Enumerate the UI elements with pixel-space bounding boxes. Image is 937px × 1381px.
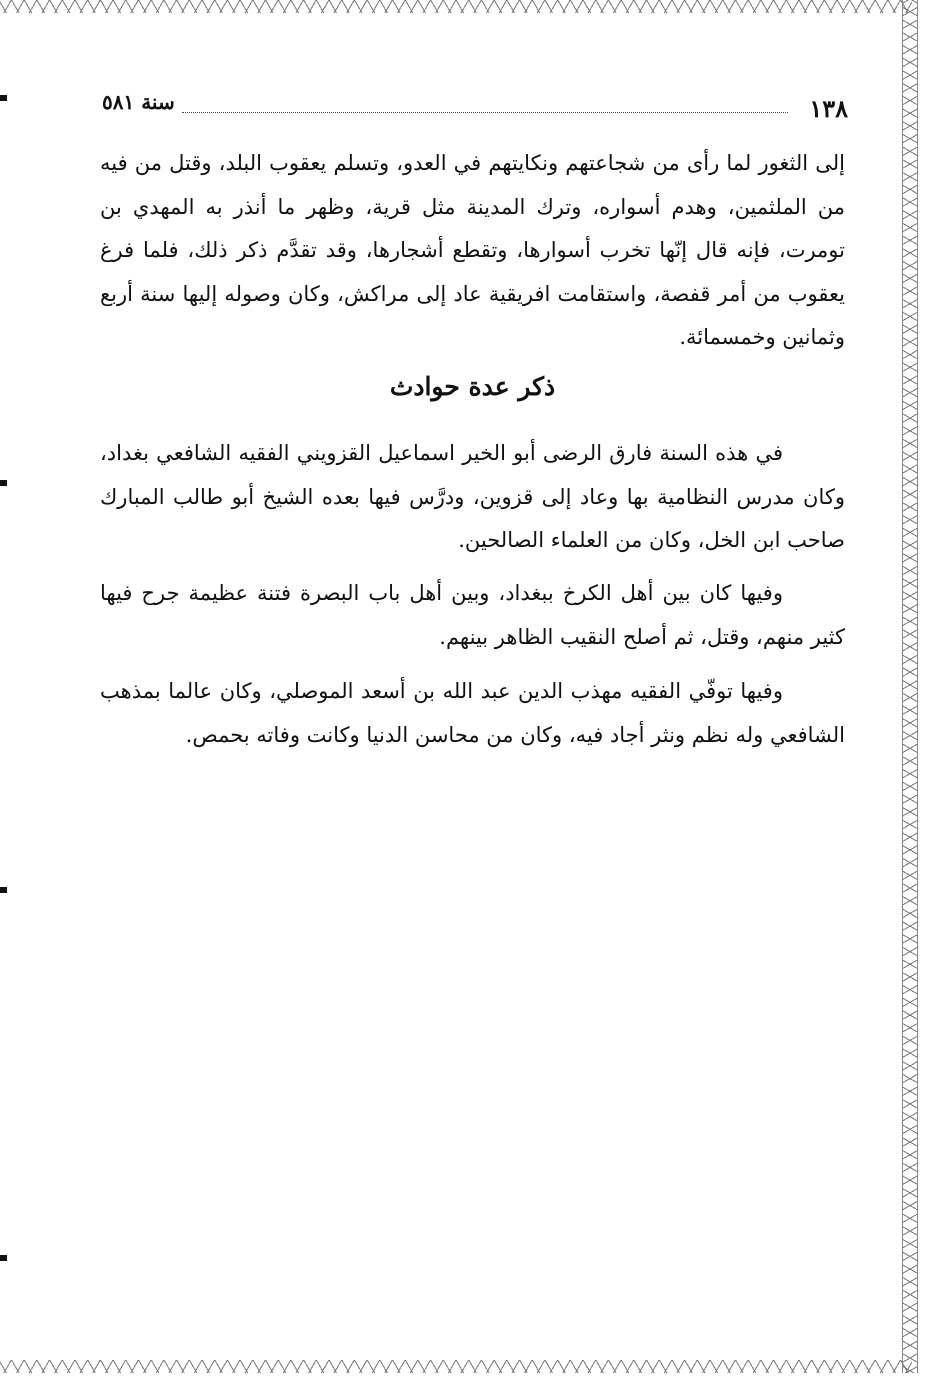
header-rule xyxy=(182,112,788,113)
paragraph-continuation: إلى الثغور لما رأى من شجاعتهم ونكايتهم في العدو، وتسلم يعقوب البلد، وقتل من فيه من الملثمين، وهدم أسواره، وترك المدينة مثل قرية، وظهر ما أنذر به المهدي بن تومرت، فإنه قال إنّها تخرب أسوارها، وتقطع أشجارها، وقد تقدَّم ذكر ذلك، فلما فرغ يعقوب من أمر قفصة، واستقامت افريقية عاد إلى مراكش، وكان وصوله إليها سنة أربع وثمانين وخمسمائة. xyxy=(100,151,845,349)
page-border-top xyxy=(0,0,912,13)
section-heading: ذكر عدة حوادث xyxy=(389,372,556,401)
binding-mark xyxy=(0,95,7,101)
paragraph: وفيها كان بين أهل الكرخ ببغداد، وبين أهل باب البصرة فتنة عظيمة جرح فيها كثير منهم، وقتل، ثم أصلح النقيب الظاهر بينهم. xyxy=(100,581,845,649)
page-border-bottom xyxy=(0,1360,912,1373)
paragraph: في هذه السنة فارق الرضى أبو الخير اسماعيل القزويني الفقيه الشافعي بغداد، وكان مدرس النظامية بها وعاد إلى قزوين، ودرَّس فيها بعده الشيخ أبو طالب المبارك صاحب ابن الخل، وكان من العلماء الصالحين. xyxy=(100,441,845,552)
running-head-year: سنة ٥٨١ xyxy=(102,90,175,114)
page-border-right xyxy=(902,0,918,1373)
page-header xyxy=(102,90,848,124)
binding-mark xyxy=(0,480,7,486)
binding-mark xyxy=(0,1255,7,1261)
binding-mark xyxy=(0,887,7,893)
paragraph: وفيها توفّي الفقيه مهذب الدين عبد الله بن أسعد الموصلي، وكان عالما بمذهب الشافعي وله نظم ونثر أجاد فيه، وكان من محاسن الدنيا وكانت وفاته بحمص. xyxy=(100,679,845,747)
page-number: ١٣٨ xyxy=(809,94,848,123)
